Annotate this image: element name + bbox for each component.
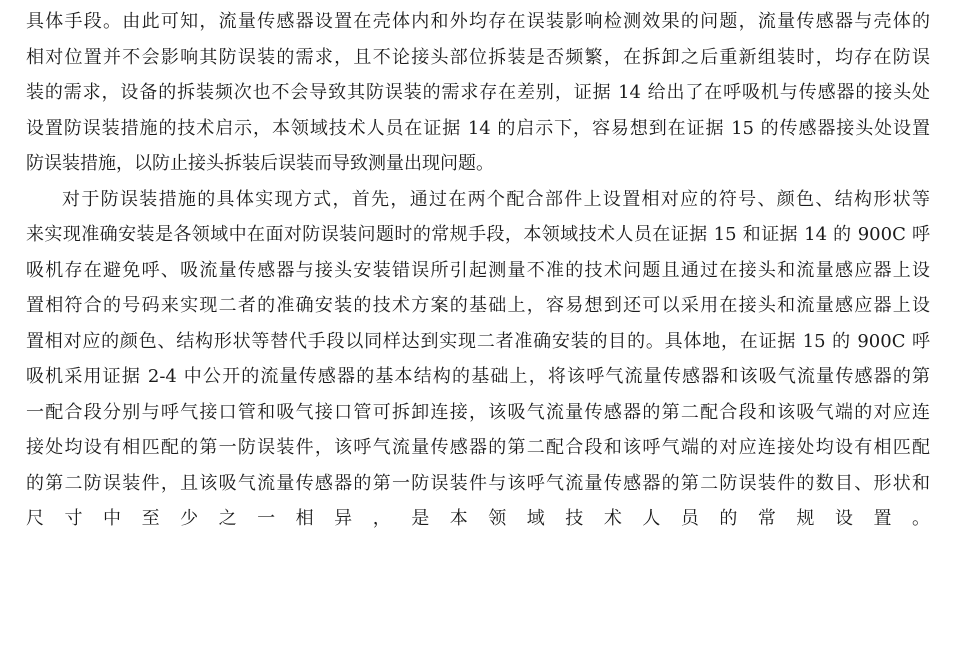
text-line: 具体手段。由此可知，流量传感器设置在壳体内和外均存在误装影响检测效果的问题，流量传感器与壳体的 xyxy=(26,11,930,32)
text-line: 一配合段分别与呼气接口管和吸气接口管可拆卸连接，该吸气流量传感器的第二配合段和该吸气端的对应连 xyxy=(26,401,930,423)
text-line: 装的需求，设备的拆装频次也不会导致其防误装的需求存在差别，证据 14 给出了在呼吸机与传感器的接头处 xyxy=(26,82,930,103)
paragraph xyxy=(26,182,930,573)
text-line: 置相符合的号码来实现二者的准确安装的技术方案的基础上，容易想到还可以采用在接头和流量感应器上设 xyxy=(26,295,930,316)
text-line: 吸机采用证据 2-4 中公开的流量传感器的基本结构的基础上，将该呼气流量传感器和该吸气流量传感器的第 xyxy=(26,366,930,387)
text-line: 来实现准确安装是各领域中在面对防误装问题时的常规手段，本领域技术人员在证据 15 和证据 14 的 900C 呼 xyxy=(26,224,930,245)
text-line: 置相对应的颜色、结构形状等替代手段以同样达到实现二者准确安装的目的。具体地，在证据 15 的 900C 呼 xyxy=(26,330,930,352)
text-line: 尺寸中至少之一相异，是本领域技术人员的常规设置。 xyxy=(26,508,930,529)
text-line: 相对位置并不会影响其防误装的需求，且不论接头部位拆装是否频繁，在拆卸之后重新组装时，均存在防误 xyxy=(26,46,930,68)
paragraph xyxy=(26,4,930,182)
document-body xyxy=(26,4,930,572)
text-line: 的第二防误装件，且该吸气流量传感器的第一防误装件与该呼气流量传感器的第二防误装件的数目、形状和 xyxy=(26,472,930,494)
text-line xyxy=(26,537,930,573)
text-line: 吸机存在避免呼、吸流量传感器与接头安装错误所引起测量不准的技术问题且通过在接头和流量感应器上设 xyxy=(26,259,930,281)
text-line: 防误装措施，以防止接头拆装后误装而导致测量出现问题。 xyxy=(26,153,494,174)
text-line: 设置防误装措施的技术启示，本领域技术人员在证据 14 的启示下，容易想到在证据 15 的传感器接头处设置 xyxy=(26,117,930,139)
text-line: 对于防误装措施的具体实现方式，首先，通过在两个配合部件上设置相对应的符号、颜色、结构形状等 xyxy=(62,188,930,210)
text-line: 接处均设有相匹配的第一防误装件，该呼气流量传感器的第二配合段和该呼气端的对应连接处均设有相匹配 xyxy=(26,437,930,458)
